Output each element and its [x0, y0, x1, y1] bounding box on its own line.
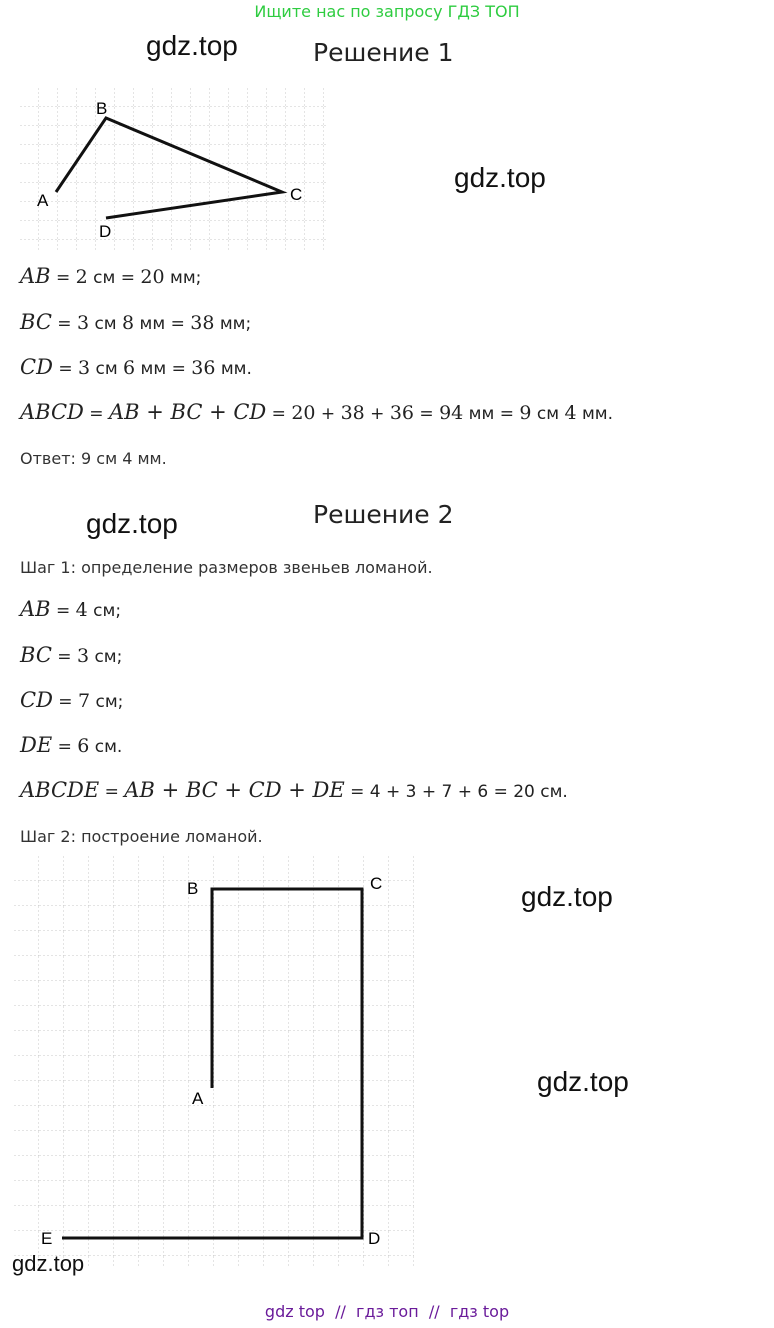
value: 4 — [75, 599, 88, 621]
solution2-heading: Решение 2 — [313, 500, 454, 529]
unit-text: мм; — [214, 314, 252, 334]
unit-text: мм = — [134, 314, 191, 334]
value: 8 — [122, 312, 135, 334]
segment-name: CD — [20, 355, 53, 379]
unit-text: см — [90, 359, 124, 379]
value: 36 — [191, 357, 216, 379]
answer-value: 9 см 4 мм. — [81, 449, 167, 468]
segment-name: AB — [20, 264, 51, 288]
value: 3 — [76, 312, 90, 334]
point-label-c: C — [370, 874, 383, 893]
value: 20 — [140, 266, 165, 288]
solution2-figure — [14, 856, 414, 1268]
point-label-a: A — [37, 191, 49, 210]
solution1-heading: Решение 1 — [313, 38, 454, 67]
segment-name: BC — [20, 643, 52, 667]
value: 6 — [77, 735, 90, 757]
value: 3 — [76, 645, 90, 667]
s2-sum-line: ABCDE = AB + BC + CD + DE = 4 + 3 + 7 + 6 = 20 см. — [20, 778, 568, 802]
point-label-b: B — [187, 879, 199, 898]
s2-line-bc: BC = 3 см; — [20, 643, 123, 667]
search-banner[interactable]: Ищите нас по запросу ГДЗ ТОП — [254, 2, 520, 21]
unit-text: мм; — [164, 268, 202, 288]
value: 20 — [291, 402, 316, 424]
value: 38 — [340, 402, 365, 424]
point-label-d: D — [368, 1229, 381, 1248]
point-label-c: C — [290, 185, 303, 204]
s1-line-bc — [20, 310, 251, 334]
unit-text: мм = — [135, 359, 192, 379]
value: 2 — [75, 266, 88, 288]
segment-name: BC — [20, 310, 52, 334]
value: 94 — [439, 402, 464, 424]
s2-step1: Шаг 1: определение размеров звеньев ломаной. — [20, 558, 433, 577]
s2-line-ab: AB = 4 см; — [20, 597, 122, 621]
segment-name: AB — [20, 597, 51, 621]
s1-line-cd — [20, 355, 252, 379]
unit-text: см. — [89, 737, 123, 757]
point-label-e: E — [41, 1229, 53, 1248]
equals: = — [56, 268, 71, 288]
unit-text: см — [89, 314, 123, 334]
value: 6 — [123, 357, 136, 379]
watermark: gdz.top — [12, 1251, 85, 1276]
watermark: gdz.top — [521, 881, 613, 912]
point-label-d: D — [99, 222, 112, 241]
polyline-name: ABCDE — [20, 778, 100, 802]
value: 9 — [519, 402, 532, 424]
footer-link[interactable]: гдз top — [449, 1302, 510, 1321]
unit-text: см; — [87, 601, 122, 621]
footer-separator: // — [428, 1302, 440, 1321]
s2-step2: Шаг 2: построение ломаной. — [20, 827, 263, 846]
value: 3 — [77, 357, 91, 379]
grid-paper — [20, 88, 326, 250]
sum-expression: AB + BC + CD + DE — [124, 778, 345, 802]
unit-text: см; — [90, 692, 124, 712]
segment-name: DE — [20, 733, 53, 757]
watermark: gdz.top — [537, 1066, 629, 1097]
s1-sum-line: ABCD = AB + BC + CD = 20 + 38 + 36 = 94 мм = 9 см 4 мм. — [20, 400, 614, 424]
footer-separator: // — [335, 1302, 346, 1321]
point-label-a: A — [192, 1089, 204, 1108]
value: 36 — [389, 402, 415, 424]
s2-line-de: DE = 6 см. — [20, 733, 123, 757]
watermark: gdz.top — [454, 162, 546, 193]
footer-links — [0, 1302, 774, 1321]
solution1-figure — [20, 88, 326, 250]
s2-line-cd: CD = 7 см; — [20, 688, 124, 712]
unit-text: мм. — [215, 359, 252, 379]
grid-paper — [14, 856, 414, 1268]
watermark: gdz.top — [146, 30, 238, 61]
s1-line-ab — [20, 264, 201, 288]
footer-link[interactable]: гдз топ — [356, 1302, 419, 1321]
sum-expression: AB + BC + CD — [108, 400, 267, 424]
sum-result: = 4 + 3 + 7 + 6 = 20 см. — [350, 782, 568, 802]
answer-label: Ответ: — [20, 449, 76, 468]
value: 4 — [564, 402, 577, 424]
footer-link[interactable]: gdz top — [264, 1302, 325, 1321]
watermark: gdz.top — [86, 508, 178, 539]
equals: = — [57, 314, 72, 334]
point-label-b: B — [96, 99, 108, 118]
equals: = — [58, 359, 73, 379]
unit-text: см; — [89, 647, 123, 667]
segment-name: CD — [20, 688, 53, 712]
value: 38 — [190, 312, 215, 334]
value: 7 — [77, 690, 91, 712]
s1-answer — [20, 449, 167, 468]
polyline-name: ABCD — [20, 400, 84, 424]
unit-text: см = — [87, 268, 141, 288]
